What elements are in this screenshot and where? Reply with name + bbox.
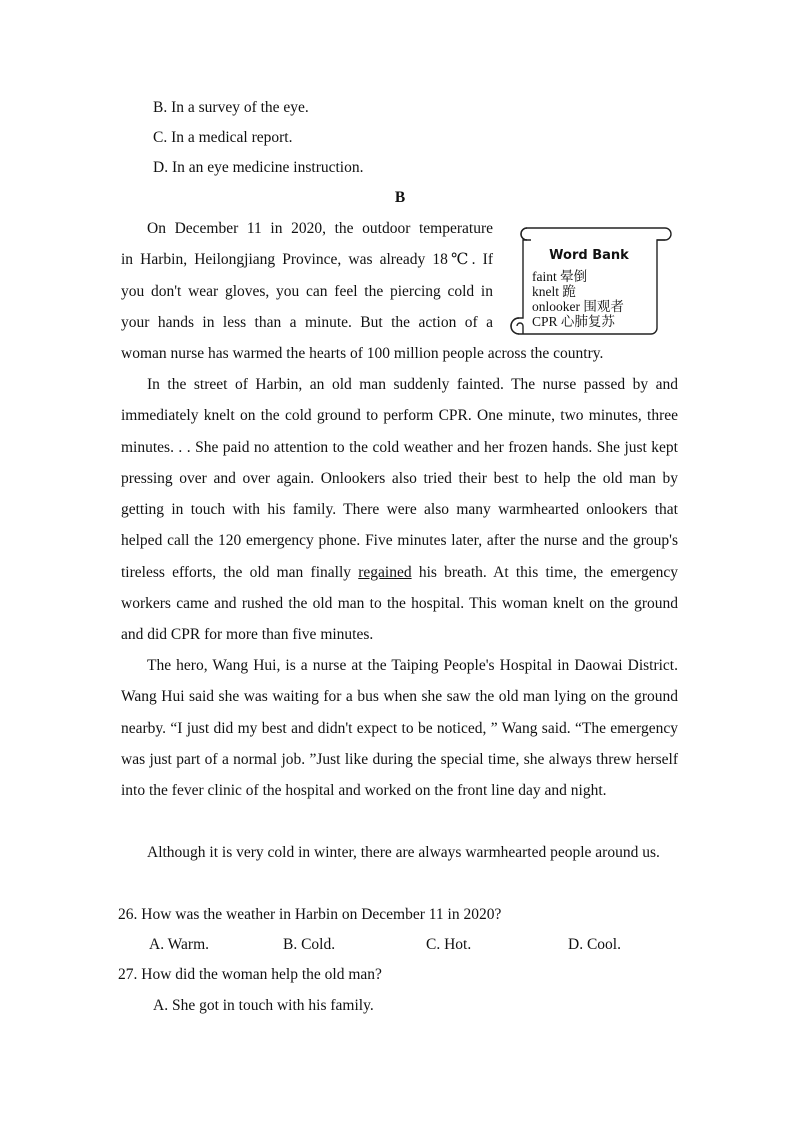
section-label: B <box>394 189 406 206</box>
word-bank-en: knelt <box>532 284 559 299</box>
p1-line-2: in Harbin, Heilongjiang Province, was already 18℃. If <box>121 251 493 269</box>
word-bank-item <box>532 285 576 299</box>
word-bank-en: onlooker <box>532 299 580 314</box>
word-bank-en: CPR <box>532 314 558 329</box>
prev-option-b: B. In a survey of the eye. <box>153 99 309 116</box>
passage-p3: The hero, Wang Hui, is a nurse at the Taiping People's Hospital in Daowai District. Wang Hui said she was waiting for a bus when she saw the old man lying on the ground nearby. “I just did my best and didn't expect to be noticed, ” Wang said. “The emergency was just part of a normal job. ”Just like during the special time, she always threw herself into the fever clinic of the hospital and worked on the front line day and night. <box>121 657 678 800</box>
passage-p2 <box>121 369 678 651</box>
q27-choice-a: A. She got in touch with his family. <box>153 997 374 1014</box>
passage-p1 <box>121 213 493 338</box>
p1-line-1: On December 11 in 2020, the outdoor temperature <box>147 220 493 237</box>
q26-choice-b: B. Cold. <box>283 936 336 953</box>
question-26-stem: 26. How was the weather in Harbin on December 11 in 2020? <box>118 906 502 923</box>
q26-choice-d: D. Cool. <box>568 936 621 953</box>
passage-p4: Although it is very cold in winter, there are always warmhearted people around us. <box>147 844 660 861</box>
p2-text-after: his breath. At this time, the emergency workers came and rushed the old man to the hospital. This woman knelt on the ground and did CPR for more than five minutes. <box>121 563 679 644</box>
word-bank-item <box>532 315 615 329</box>
prev-option-c: C. In a medical report. <box>153 129 293 146</box>
word-bank-en: faint <box>532 269 557 284</box>
word-bank-zh: 跪 <box>562 284 576 299</box>
word-bank-item <box>532 300 624 314</box>
p2-text-before: In the street of Harbin, an old man suddenly fainted. The nurse passed by and immediately knelt on the cold ground to perform CPR. One minute, two minutes, three minutes. . . She paid no attention to the cold weather and her frozen hands. She just kept pressing over and over again. Onlookers also tried their best to help the old man by getting in touch with his family. There were also many warmhearted onlookers that helped call the 120 emergency phone. Five minutes later, after the nurse and the group's tireless efforts, the old man finally <box>121 376 678 581</box>
p1-end: woman nurse has warmed the hearts of 100 million people across the country. <box>121 345 604 362</box>
q26-choice-c: C. Hot. <box>426 936 472 953</box>
word-bank-title: Word Bank <box>549 248 629 263</box>
question-27-stem: 27. How did the woman help the old man? <box>118 966 382 983</box>
word-bank-item <box>532 270 587 284</box>
prev-option-d: D. In an eye medicine instruction. <box>153 159 364 176</box>
word-bank-zh: 心肺复苏 <box>560 314 615 329</box>
word-bank-zh: 晕倒 <box>560 269 588 284</box>
p1-line-3: you don't wear gloves, you can feel the piercing cold in <box>121 282 493 300</box>
word-bank-zh: 围观者 <box>583 299 624 314</box>
p1-line-4: your hands in less than a minute. But the action of a <box>121 313 493 331</box>
word-bank <box>505 224 673 336</box>
underlined-word: regained <box>358 563 412 581</box>
q26-choice-a: A. Warm. <box>149 936 210 953</box>
